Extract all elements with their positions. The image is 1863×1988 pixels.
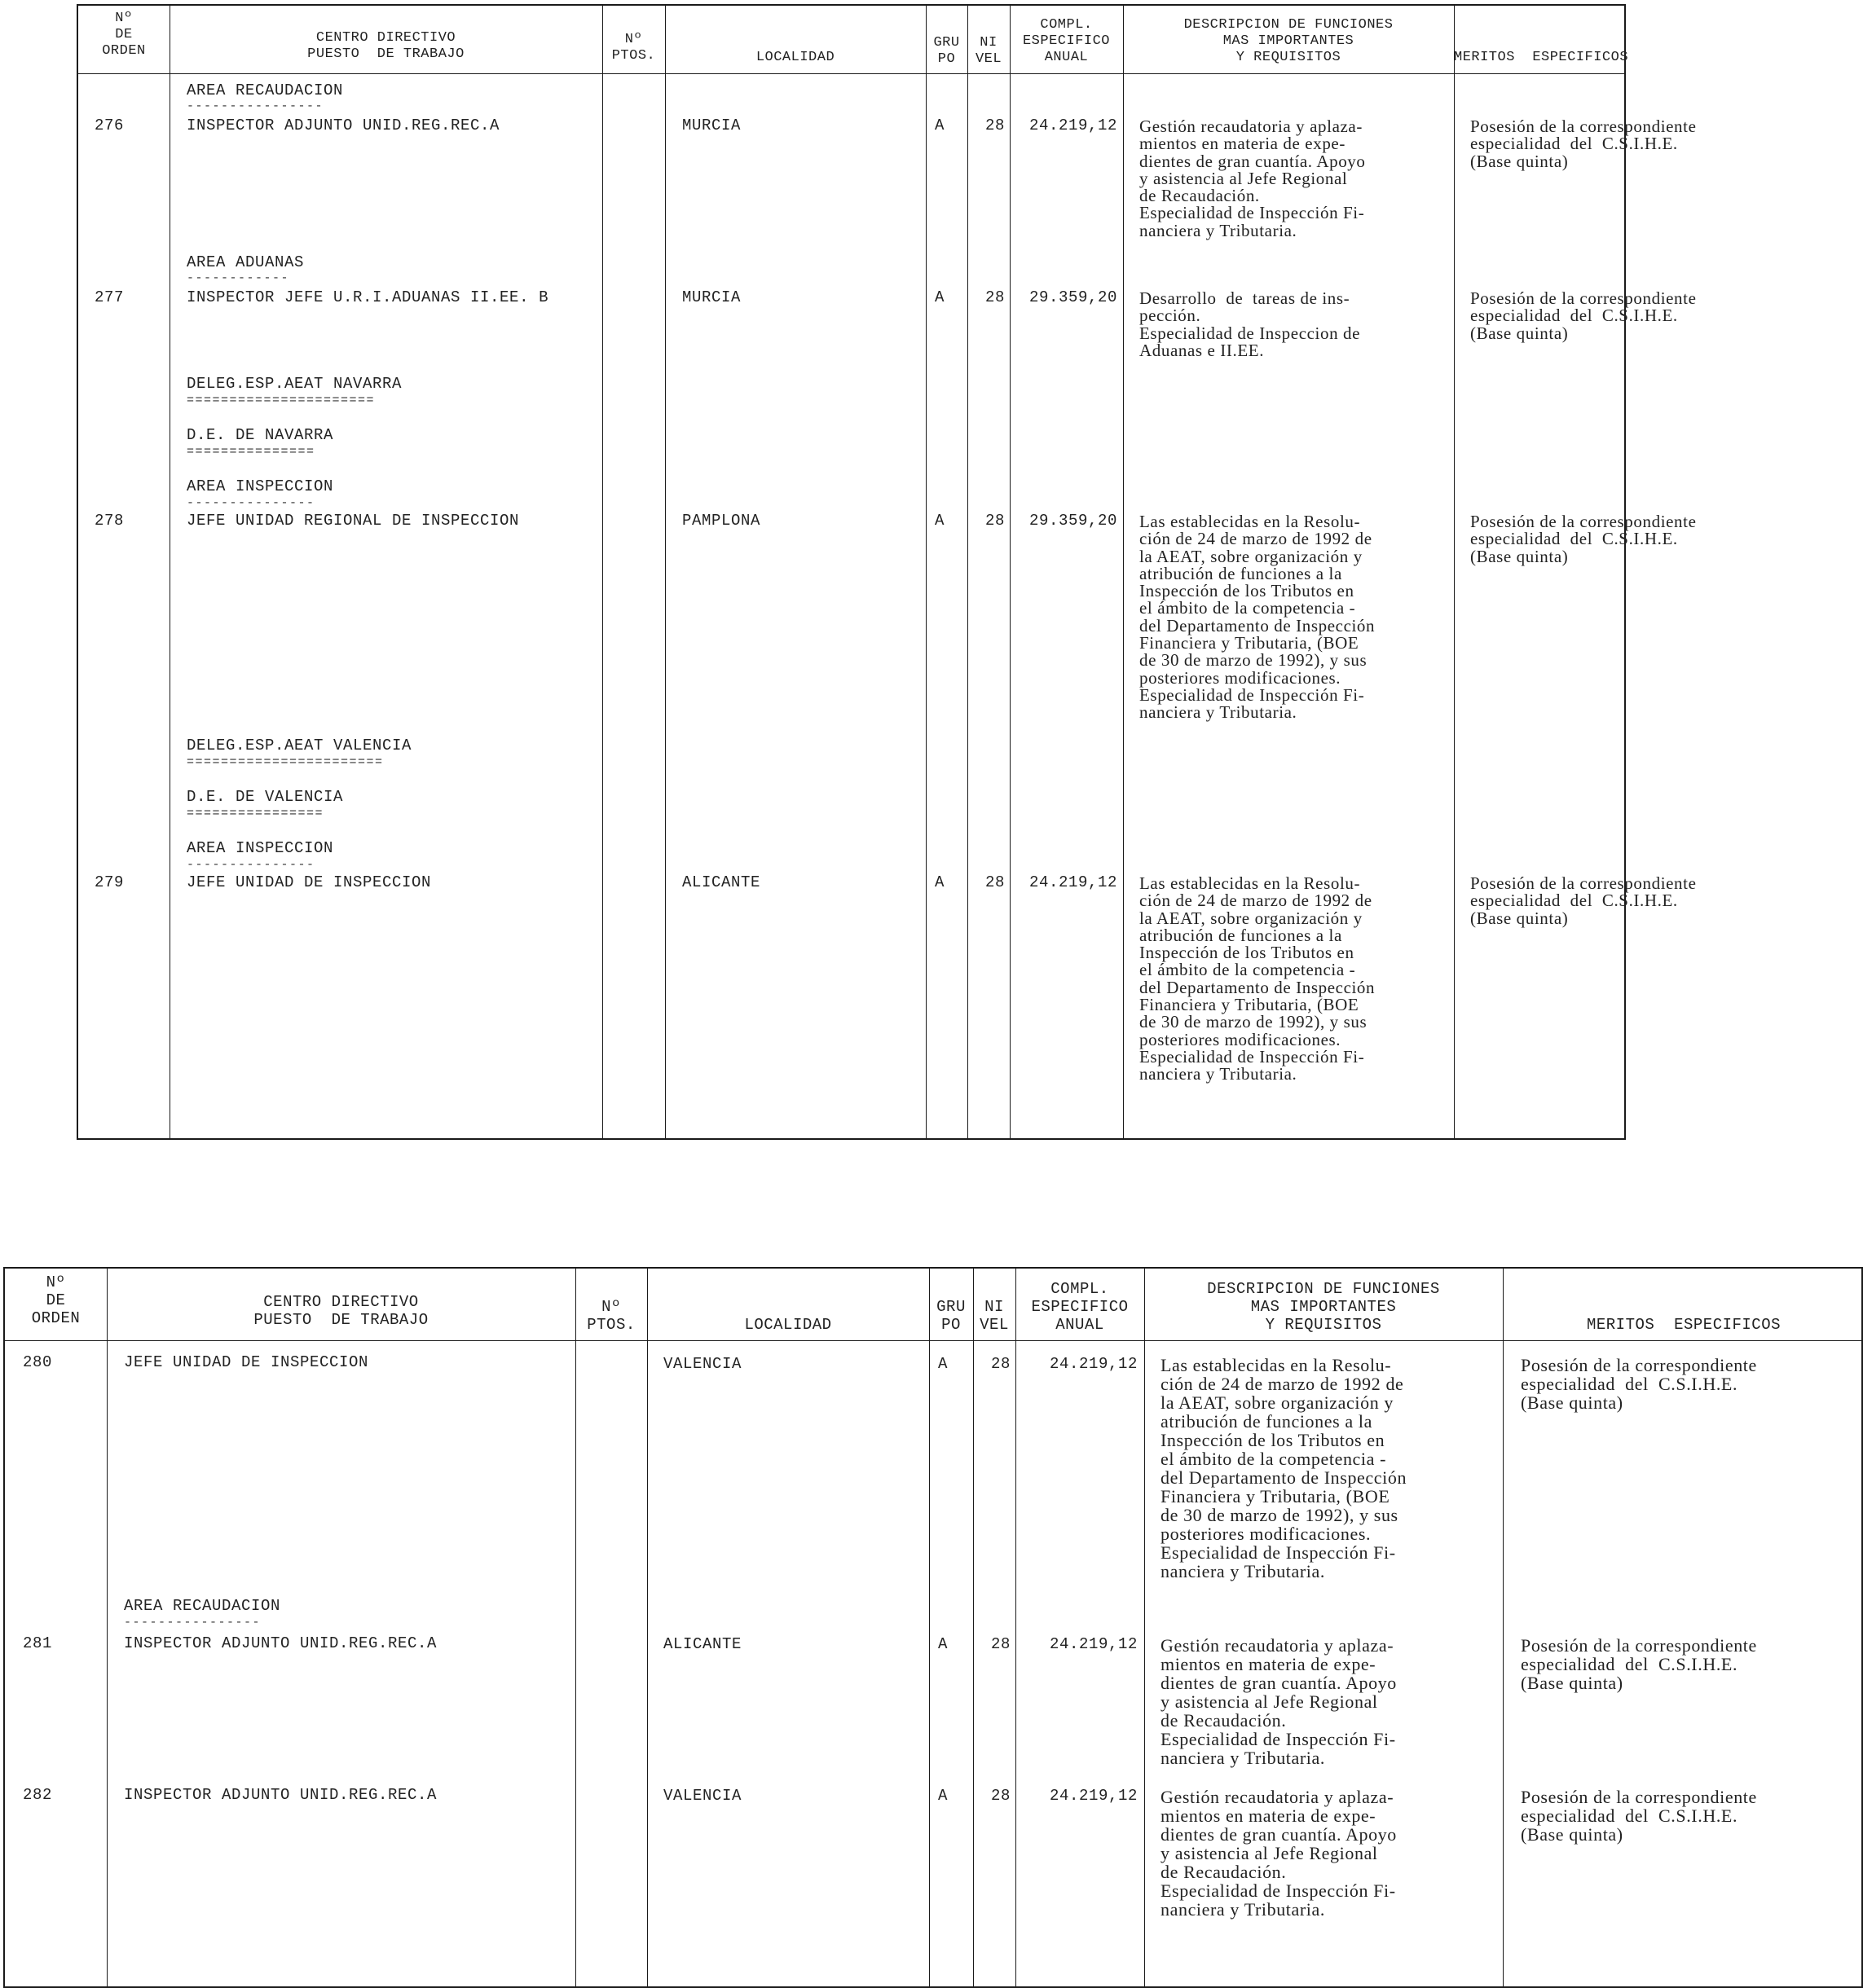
row-descripcion: Gestión recaudatoria y aplaza- mientos en materia de expe- dientes de gran cuantía. Apoyo y asistencia al Jefe Regional de Recaudación. Especialidad de Inspección Fi- nanciera y Tributaria. xyxy=(1161,1635,1397,1768)
row-orden: 282 xyxy=(23,1786,53,1804)
header-localidad: LOCALIDAD xyxy=(755,50,835,65)
row-nivel: 28 xyxy=(984,288,1005,306)
row-compl: 24.219,12 xyxy=(1028,117,1117,134)
header-grupo: GRU PO xyxy=(933,35,960,67)
header-compl: COMPL. ESPECIFICO ANUAL xyxy=(1022,17,1111,65)
section-underline: ================ xyxy=(187,807,324,820)
table-2 xyxy=(3,1267,1863,1988)
row-puesto: JEFE UNIDAD DE INSPECCION xyxy=(187,873,432,891)
row-nivel: 28 xyxy=(984,873,1005,891)
row-localidad: ALICANTE xyxy=(682,873,761,891)
section-label: DELEG.ESP.AEAT VALENCIA xyxy=(187,737,412,754)
row-grupo: A xyxy=(935,288,945,306)
column-divider xyxy=(1010,6,1011,1138)
header-nivel: NI VEL xyxy=(975,35,1002,67)
row-descripcion: Desarrollo de tareas de ins- pección. Especialidad de Inspeccion de Aduanas e II.EE. xyxy=(1139,288,1361,360)
section-label: DELEG.ESP.AEAT NAVARRA xyxy=(187,375,403,393)
row-grupo: A xyxy=(938,1355,949,1373)
header-centro: CENTRO DIRECTIVO PUESTO DE TRABAJO xyxy=(253,1293,429,1329)
header-descripcion: DESCRIPCION DE FUNCIONES MAS IMPORTANTES Y REQUISITOS xyxy=(1183,17,1394,65)
column-divider xyxy=(1123,6,1124,1138)
header-grupo: GRU PO xyxy=(936,1298,966,1334)
row-localidad: VALENCIA xyxy=(663,1787,742,1805)
row-puesto: INSPECTOR JEFE U.R.I.ADUANAS II.EE. B xyxy=(187,288,549,306)
header-descripcion: DESCRIPCION DE FUNCIONES MAS IMPORTANTES Y REQUISITOS xyxy=(1207,1280,1440,1334)
row-localidad: MURCIA xyxy=(682,117,742,134)
row-compl: 24.219,12 xyxy=(1049,1787,1138,1805)
row-nivel: 28 xyxy=(990,1355,1011,1373)
column-divider xyxy=(575,1269,576,1986)
row-orden: 278 xyxy=(95,512,125,530)
header-ptos: Nº PTOS. xyxy=(587,1298,636,1334)
row-descripcion: Las establecidas en la Resolu- ción de 24 de marzo de 1992 de la AEAT, sobre organización y atribución de funciones a la Inspección de los Tributos en el ámbito de la competencia - del Departamento de Inspección Financiera y Tributaria, (BOE de 30 de marzo de 1992), y sus posteriores modificaciones. Especialidad de Inspección Fi- nanciera y Tributaria. xyxy=(1139,512,1376,723)
header-orden: Nº DE ORDEN xyxy=(102,11,146,59)
row-descripcion: Gestión recaudatoria y aplaza- mientos en materia de expe- dientes de gran cuantía. Apoyo y asistencia al Jefe Regional de Recaudación. Especialidad de Inspección Fi- nanciera y Tributaria. xyxy=(1161,1787,1397,1920)
row-orden: 276 xyxy=(95,117,125,134)
column-divider xyxy=(647,1269,648,1986)
header-divider xyxy=(5,1340,1861,1341)
row-localidad: VALENCIA xyxy=(663,1355,742,1373)
row-meritos: Posesión de la correspondiente especialidad del C.S.I.H.E. (Base quinta) xyxy=(1521,1355,1757,1413)
section-underline: ---------------- xyxy=(124,1616,262,1630)
header-divider xyxy=(78,73,1624,74)
header-compl: COMPL. ESPECIFICO ANUAL xyxy=(1031,1280,1129,1334)
header-centro: CENTRO DIRECTIVO PUESTO DE TRABAJO xyxy=(307,30,465,62)
column-divider xyxy=(665,6,666,1138)
section-label: AREA RECAUDACION xyxy=(187,81,344,99)
table-1 xyxy=(77,4,1697,1140)
column-divider xyxy=(1015,1269,1016,1986)
section-underline: ------------ xyxy=(187,271,290,285)
row-localidad: PAMPLONA xyxy=(682,512,761,530)
column-divider xyxy=(1144,1269,1145,1986)
column-divider xyxy=(929,1269,930,1986)
row-meritos: Posesión de la correspondiente especialidad del C.S.I.H.E. (Base quinta) xyxy=(1470,117,1697,171)
row-meritos: Posesión de la correspondiente especialidad del C.S.I.H.E. (Base quinta) xyxy=(1470,288,1697,343)
row-puesto: JEFE UNIDAD REGIONAL DE INSPECCION xyxy=(187,512,520,530)
column-divider xyxy=(967,6,968,1138)
row-orden: 280 xyxy=(23,1353,53,1371)
row-grupo: A xyxy=(938,1787,949,1805)
row-orden: 277 xyxy=(95,288,125,306)
column-divider xyxy=(973,1269,974,1986)
row-meritos: Posesión de la correspondiente especialidad del C.S.I.H.E. (Base quinta) xyxy=(1521,1787,1757,1845)
section-label: D.E. DE NAVARRA xyxy=(187,426,334,444)
column-divider xyxy=(107,1269,108,1986)
section-label: AREA RECAUDACION xyxy=(124,1597,281,1615)
row-grupo: A xyxy=(935,512,945,530)
row-puesto: INSPECTOR ADJUNTO UNID.REG.REC.A xyxy=(187,117,500,134)
row-grupo: A xyxy=(935,873,945,891)
row-nivel: 28 xyxy=(990,1787,1011,1805)
row-meritos: Posesión de la correspondiente especialidad del C.S.I.H.E. (Base quinta) xyxy=(1521,1635,1757,1693)
section-underline: --------------- xyxy=(187,858,315,872)
section-label: AREA INSPECCION xyxy=(187,477,334,495)
row-grupo: A xyxy=(938,1635,949,1653)
row-puesto: INSPECTOR ADJUNTO UNID.REG.REC.A xyxy=(124,1786,438,1804)
header-nivel: NI VEL xyxy=(980,1298,1009,1334)
row-compl: 29.359,20 xyxy=(1028,512,1117,530)
section-underline: =============== xyxy=(187,445,315,459)
row-compl: 24.219,12 xyxy=(1028,873,1117,891)
row-nivel: 28 xyxy=(984,512,1005,530)
row-descripcion: Las establecidas en la Resolu- ción de 24 de marzo de 1992 de la AEAT, sobre organización y atribución de funciones a la Inspección de los Tributos en el ámbito de la competencia - del Departamento de Inspección Financiera y Tributaria, (BOE de 30 de marzo de 1992), y sus posteriores modificaciones. Especialidad de Inspección Fi- nanciera y Tributaria. xyxy=(1139,873,1376,1084)
column-divider xyxy=(602,6,603,1138)
header-meritos: MERITOS ESPECIFICOS xyxy=(1586,1316,1782,1334)
header-orden: Nº DE ORDEN xyxy=(31,1273,81,1327)
row-compl: 29.359,20 xyxy=(1028,288,1117,306)
row-grupo: A xyxy=(935,117,945,134)
column-divider xyxy=(1503,1269,1504,1986)
header-ptos: Nº PTOS. xyxy=(611,32,656,64)
row-meritos: Posesión de la correspondiente especialidad del C.S.I.H.E. (Base quinta) xyxy=(1470,512,1697,566)
column-divider xyxy=(926,6,927,1138)
section-underline: ======================= xyxy=(187,755,384,769)
row-compl: 24.219,12 xyxy=(1049,1635,1138,1653)
section-label: D.E. DE VALENCIA xyxy=(187,788,344,806)
row-meritos: Posesión de la correspondiente especialidad del C.S.I.H.E. (Base quinta) xyxy=(1470,873,1697,928)
header-localidad: LOCALIDAD xyxy=(744,1316,832,1334)
column-divider xyxy=(1454,6,1455,1138)
section-label: AREA INSPECCION xyxy=(187,839,334,857)
row-puesto: JEFE UNIDAD DE INSPECCION xyxy=(124,1353,369,1371)
section-underline: --------------- xyxy=(187,496,315,510)
section-underline: ---------------- xyxy=(187,99,324,113)
row-compl: 24.219,12 xyxy=(1049,1355,1138,1373)
section-label: AREA ADUANAS xyxy=(187,253,305,271)
row-orden: 281 xyxy=(23,1634,53,1652)
section-underline: ====================== xyxy=(187,394,376,407)
row-orden: 279 xyxy=(95,873,125,891)
row-localidad: ALICANTE xyxy=(663,1635,742,1653)
row-descripcion: Las establecidas en la Resolu- ción de 24 de marzo de 1992 de la AEAT, sobre organización y atribución de funciones a la Inspección de los Tributos en el ámbito de la competencia - del Departamento de Inspección Financiera y Tributaria, (BOE de 30 de marzo de 1992), y sus posteriores modificaciones. Especialidad de Inspección Fi- nanciera y Tributaria. xyxy=(1161,1355,1407,1581)
row-puesto: INSPECTOR ADJUNTO UNID.REG.REC.A xyxy=(124,1634,438,1652)
row-descripcion: Gestión recaudatoria y aplaza- mientos en materia de expe- dientes de gran cuantía. Apoyo y asistencia al Jefe Regional de Recaudación. Especialidad de Inspección Fi- nanciera y Tributaria. xyxy=(1139,117,1366,240)
header-meritos: MERITOS ESPECIFICOS xyxy=(1454,50,1629,65)
row-nivel: 28 xyxy=(990,1635,1011,1653)
row-localidad: MURCIA xyxy=(682,288,742,306)
row-nivel: 28 xyxy=(984,117,1005,134)
